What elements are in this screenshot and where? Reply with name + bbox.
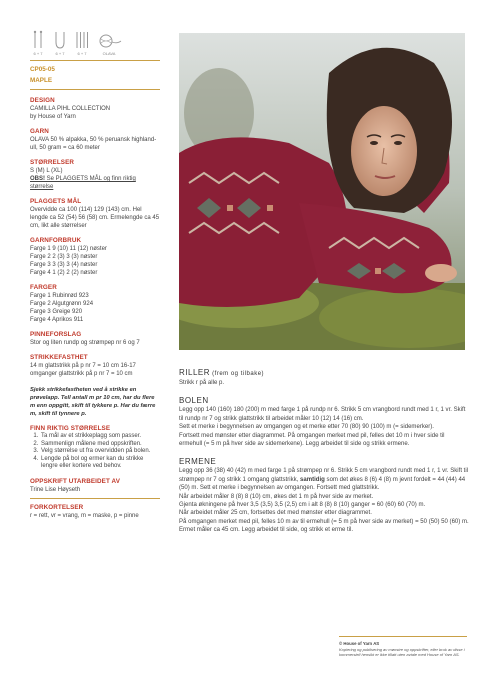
model-photo bbox=[179, 33, 465, 350]
color-line: Farge 4 Aprikos 911 bbox=[30, 317, 84, 323]
design-line: CAMILLA PIHL COLLECTION bbox=[30, 106, 111, 112]
icon-label: 6 + 7 bbox=[77, 51, 87, 56]
obs-label: OBS! bbox=[30, 176, 45, 182]
section-heading: GARN bbox=[30, 128, 49, 135]
riller-heading-note: (frem og tilbake) bbox=[210, 371, 265, 377]
needle-icon-labels bbox=[30, 51, 160, 56]
section-heading: DESIGN bbox=[30, 97, 55, 104]
section-heading: GARNFORBRUK bbox=[30, 237, 82, 244]
needle-icons-row bbox=[30, 30, 160, 50]
bolen-paragraph: Sett et merke i begynnelsen av omgangen og et merke etter 70 (80) 90 (100) m (= sidemerker). bbox=[179, 424, 434, 431]
measurements-section bbox=[30, 198, 160, 230]
abbreviations-section bbox=[30, 504, 160, 520]
yarn-usage-section bbox=[30, 237, 160, 277]
yarn-text: OLAVA 50 % alpakka, 50 % peruansk highland-ull, 50 gram = ca 60 meter bbox=[30, 137, 157, 151]
color-line: Farge 1 Rubinrød 923 bbox=[30, 293, 89, 299]
find-size-section bbox=[30, 425, 160, 471]
riller-heading bbox=[179, 368, 469, 379]
ermene-text: som det økes 8 (6) 4 (8) m jevnt fordelt = 44 (44) 44 (50) m. Sett et merke i begynnelsen av omgangen. Fortsett med glattstrikk. bbox=[179, 476, 466, 492]
section-heading: FARGER bbox=[30, 284, 57, 291]
design-line: by House of Yarn bbox=[30, 114, 76, 120]
pattern-info-sidebar bbox=[30, 30, 160, 520]
copyright-notice bbox=[339, 636, 467, 657]
model-photo-illustration bbox=[179, 33, 465, 350]
divider bbox=[30, 498, 160, 499]
measurements-text: Overvidde ca 100 (114) 129 (143) cm. Hel lengde ca 52 (54) 56 (58) cm. Ermelengde ca 45 cm, likt alle størrelser bbox=[30, 207, 160, 229]
section-heading: FORKORTELSER bbox=[30, 503, 84, 511]
needles-text: Stor og liten rundp og strømpep nr 6 og 7 bbox=[30, 340, 140, 346]
section-heading: FINN RIKTIG STØRRELSE bbox=[30, 425, 111, 432]
yarn-usage-line: Farge 4 1 (2) 2 (2) nøster bbox=[30, 270, 98, 276]
section-heading: STRIKKEFASTHET bbox=[30, 354, 88, 361]
yarn-usage-line: Farge 3 3 (3) 3 (4) nøster bbox=[30, 262, 98, 268]
sizes-text: S (M) L (XL) bbox=[30, 168, 63, 174]
ermene-paragraph bbox=[179, 467, 469, 492]
pattern-name: MAPLE bbox=[30, 77, 53, 84]
bolen-paragraph: Fortsett med mønster etter diagrammet. På omgangen merket med pil, felles det 10 m i hver side til ermehull (= 5 m på hver side av sidemerkene). Legg arbeidet til side og strikk ermene. bbox=[179, 432, 445, 448]
yarn-usage-line: Farge 1 9 (10) 11 (12) nøster bbox=[30, 246, 107, 252]
colors-section bbox=[30, 284, 160, 324]
pattern-code: CP05-05 bbox=[30, 66, 55, 73]
gauge-note: Sjekk strikkefastheten ved å strikke en prøvelapp. Tell antall m pr 10 cm, har du flere m enn oppgitt, skift til tykkere p. Har du færre m, skift til tynnere p. bbox=[30, 387, 156, 417]
ermene-paragraph: Når arbeidet måler 8 (8) 8 (10) cm, økes det 1 m på hver side av merket. bbox=[179, 493, 374, 500]
abbreviations-text: r = rett, vr = vrang, m = maske, p = pinne bbox=[30, 512, 139, 519]
author-text: Trine Lise Høyseth bbox=[30, 486, 81, 493]
riller-text: Strikk r på alle p. bbox=[179, 380, 225, 386]
list-item: 4. Lengde på bol og ermer kan du strikke lengre eller kortere ved behov. bbox=[40, 456, 160, 471]
icon-label: 6 + 7 bbox=[55, 51, 65, 56]
circular-needle-icon bbox=[52, 30, 68, 50]
divider bbox=[30, 60, 160, 61]
sizes-section bbox=[30, 159, 160, 191]
section-heading: STØRRELSER bbox=[30, 159, 75, 166]
author-section bbox=[30, 478, 160, 494]
list-item: 3. Velg størrelse ut fra overvidden på bolen. bbox=[40, 448, 160, 456]
yarn-ball-icon bbox=[96, 30, 122, 50]
ermene-text: Legg opp 36 (38) 40 (42) m med farge 1 på strømpep nr 6. Strikk 5 cm vrangbord rundt med 1 r, 1 vr. Skift til strømpep nr 7 og strikk 1 omgang glattstrikk, bbox=[179, 468, 469, 483]
gauge-section bbox=[30, 354, 160, 378]
ermene-paragraph: På omgangen merket med pil, felles 10 m av til ermehull (= 5 m på hver side av merket) = 50 (50) 50 (60) m. Ermet måler ca 45 cm. Legg arbeidet til side, og strikk et erme til. bbox=[179, 518, 469, 534]
pattern-instructions bbox=[179, 368, 469, 535]
color-line: Farge 2 Algutgrønn 924 bbox=[30, 301, 94, 307]
obs-text: Se PLAGGETS MÅL og finn riktig størrelse bbox=[30, 176, 136, 190]
section-heading: PLAGGETS MÅL bbox=[30, 198, 82, 205]
list-item: 1. Ta mål av et strikkeplagg som passer. bbox=[40, 433, 160, 441]
ermene-bold-text: samtidig bbox=[299, 476, 325, 483]
bolen-paragraph: Legg opp 140 (160) 180 (200) m med farge 1 på rundp nr 6. Strikk 5 cm vrangbord rundt med 1 r, 1 vr. Skift til rundp nr 7 og strikk glattstrikk til arbeidet måler 10 (12) 14 (16) cm. bbox=[179, 407, 466, 422]
yarn-section bbox=[30, 128, 160, 152]
icon-label: OLAVA bbox=[102, 51, 116, 56]
riller-title: RILLER bbox=[179, 368, 211, 377]
list-item: 2. Sammenlign målene med oppskriften. bbox=[40, 441, 160, 449]
yarn-usage-line: Farge 2 2 (3) 3 (3) nøster bbox=[30, 254, 98, 260]
knitting-needles-icon bbox=[30, 30, 46, 50]
ermene-paragraph: Når arbeidet måler 25 cm, fortsettes det med mønster etter diagrammet. bbox=[179, 510, 372, 517]
icon-label: 6 + 7 bbox=[33, 51, 43, 56]
ermene-heading: ERMENE bbox=[179, 457, 217, 467]
sizes-note bbox=[30, 175, 160, 191]
design-section bbox=[30, 97, 160, 121]
ermene-paragraph: Gjenta økningene på hver 3,5 (3,5) 3,5 (2,5) cm i alt 8 (8) 8 (10) ganger = 60 (60) 60 (70) m. bbox=[179, 502, 426, 509]
find-size-steps bbox=[30, 433, 160, 471]
double-pointed-needles-icon bbox=[74, 30, 90, 50]
section-heading: PINNEFORSLAG bbox=[30, 331, 82, 338]
color-line: Farge 3 Greige 920 bbox=[30, 309, 83, 315]
copyright-text: Kopiering og publisering av mønstre og oppskrifter, eller bruk av disse i kommersiell hensikt er ikke tillatt uten avtale med House of Yarn AS. bbox=[339, 647, 465, 657]
needles-section bbox=[30, 331, 160, 347]
section-heading: OPPSKRIFT UTARBEIDET AV bbox=[30, 477, 120, 485]
divider bbox=[30, 89, 160, 90]
gauge-text: 14 m glattstrikk på p nr 7 = 10 cm 16-17 omganger glattstrikk på p nr 7 = 10 cm bbox=[30, 363, 136, 377]
copyright-heading: © House of Yarn AS bbox=[339, 641, 380, 646]
bolen-heading: BOLEN bbox=[179, 396, 209, 406]
